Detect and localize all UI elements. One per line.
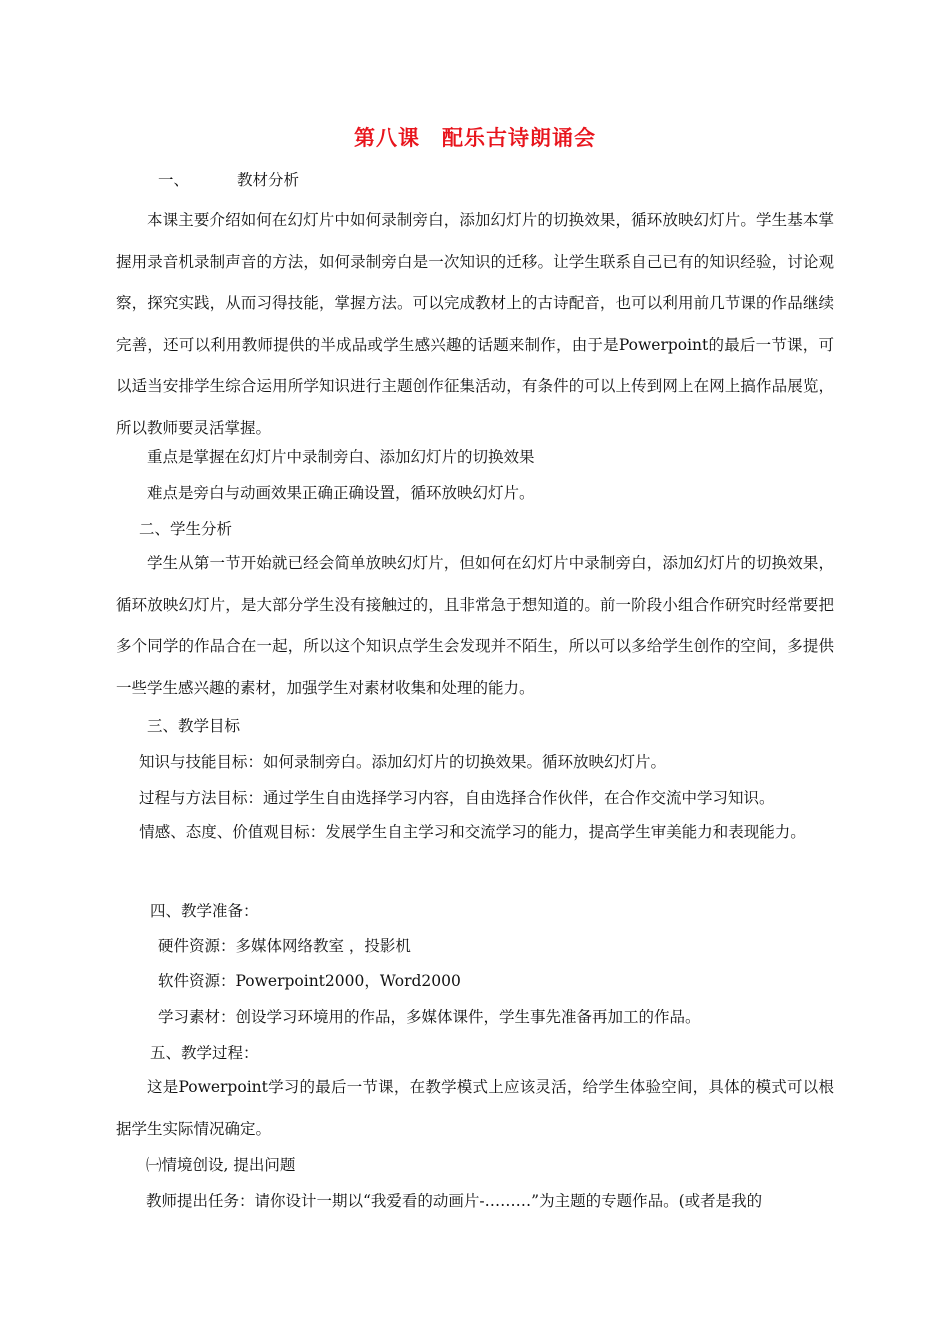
goal-emotion-values: 情感、态度、价值观目标：发展学生自主学习和交流学习的能力，提高学生审美能力和表现能力。 [139,823,806,841]
prep-hardware: 硬件资源：多媒体网络教室 ，投影机 [158,937,411,955]
page-title: 第八课 配乐古诗朗诵会 [354,125,596,150]
key-point-text: 重点是掌握在幻灯片中录制旁白、添加幻灯片的切换效果 [147,448,535,466]
section-heading-5: 五、教学过程： [150,1044,259,1062]
textbook-analysis-paragraph: 本课主要介绍如何在幻灯片中如何录制旁白，添加幻灯片的切换效果，循环放映幻灯片。学生基本掌握用录音机录制声音的方法，如何录制旁白是一次知识的迁移。让学生联系自己已有的知识经验，讨论观察，探究实践，从而习得技能，掌握方法。可以完成教材上的古诗配音，也可以利用前几节课的作品继续完善，还可以利用教师提供的半成品或学生感兴趣的话题来制作，由于是Powerpoint的最后一节课，可以适当安排学生综合运用所学知识进行主题创作征集活动，有条件的可以上传到网上在网上搞作品展览，所以教师要灵活掌握。 [116,211,834,437]
subsection-scenario: ㈠情境创设, 提出问题 [146,1156,296,1174]
student-analysis-paragraph: 学生从第一节开始就已经会简单放映幻灯片，但如何在幻灯片中录制旁白，添加幻灯片的切换效果，循环放映幻灯片，是大部分学生没有接触过的，且非常急于想知道的。前一阶段小组合作研究时经常要把多个同学的作品合在一起，所以这个知识点学生会发现并不陌生，所以可以多给学生创作的空间，多提供一些学生感兴趣的素材，加强学生对素材收集和处理的能力。 [116,554,834,697]
section-heading-3: 三、教学目标 [147,717,241,735]
section-heading-2: 二、学生分析 [139,520,233,538]
section-1-number: 一、 [158,171,190,189]
goal-process-method: 过程与方法目标：通过学生自由选择学习内容，自由选择合作伙伴，在合作交流中学习知识。 [139,789,775,807]
prep-materials: 学习素材：创设学习环境用的作品，多媒体课件，学生事先准备再加工的作品。 [158,1008,701,1026]
teaching-process-paragraph: 这是Powerpoint学习的最后一节课，在教学模式上应该灵活，给学生体验空间，具体的模式可以根据学生实际情况确定。 [116,1078,834,1138]
difficulty-text: 难点是旁白与动画效果正确正确设置，循环放映幻灯片。 [147,484,535,502]
teacher-task-text: 教师提出任务：请你设计一期以“我爱看的动画片-………”为主题的专题作品。(或者是我的 [146,1192,763,1210]
section-heading-4: 四、教学准备： [150,902,259,920]
section-1-label: 教材分析 [237,171,300,189]
goal-knowledge-skill: 知识与技能目标：如何录制旁白。添加幻灯片的切换效果。循环放映幻灯片。 [139,753,667,771]
prep-software: 软件资源：Powerpoint2000，Word2000 [158,972,461,990]
section-heading-1 [158,170,299,190]
